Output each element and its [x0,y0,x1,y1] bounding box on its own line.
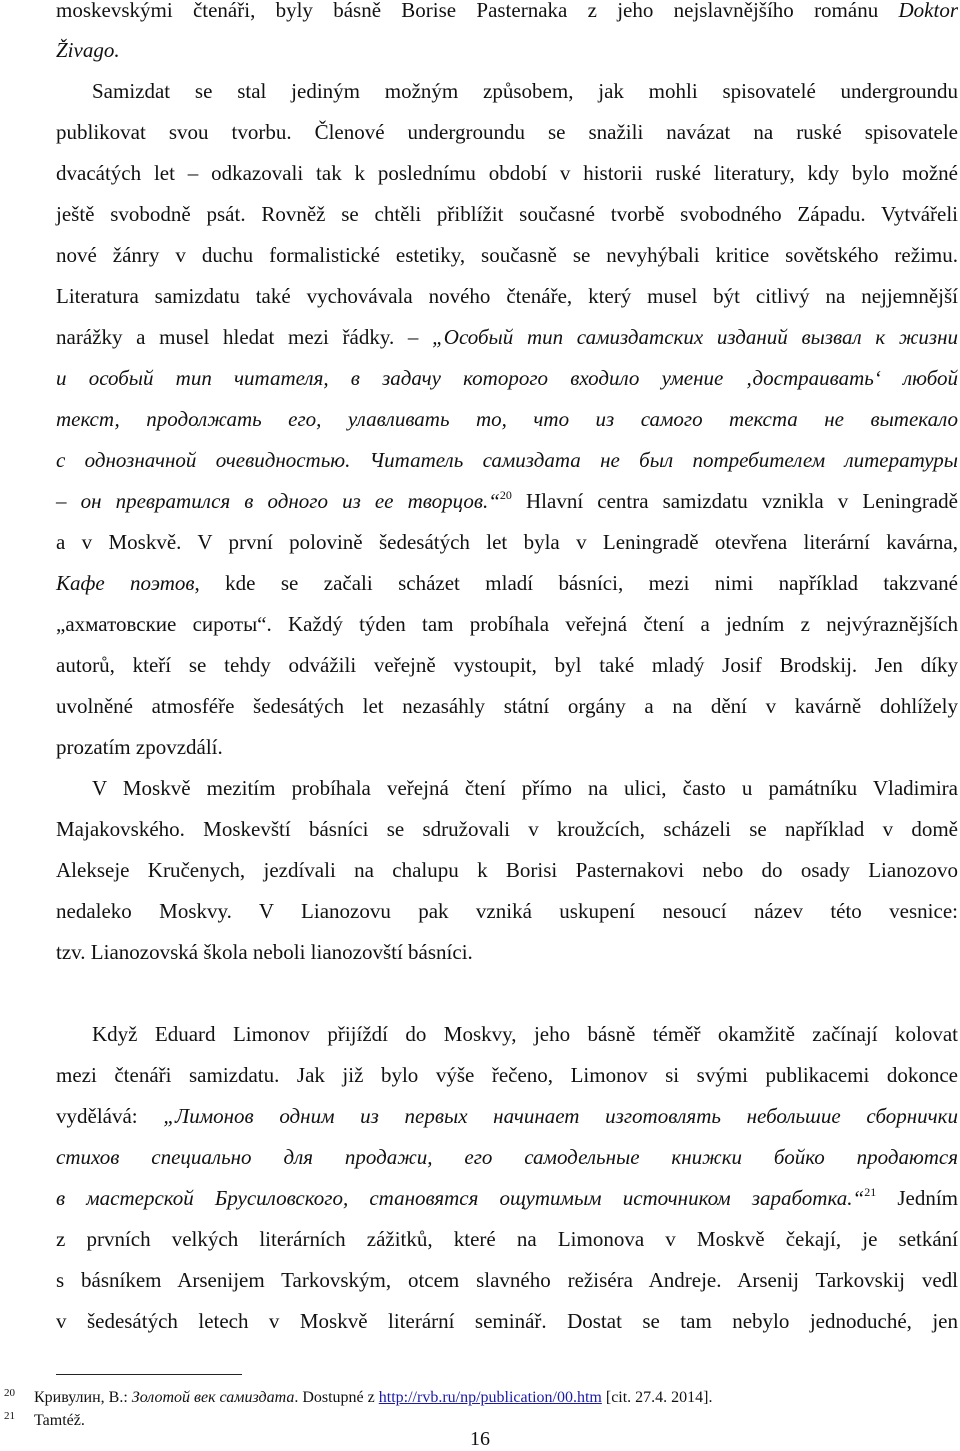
text-line: Literatura samizdatu také vychovávala nového čtenáře, který musel být citlivý na nejjemnější [56,284,958,308]
text-line: uvolněné atmosféře šedesátých let nezasáhly státní orgány a na dění v kavárně dohlížely [56,694,958,718]
text-line: Živago. [56,38,120,62]
text-line: V Moskvě mezitím probíhala veřejná čtení přímo na ulici, často u památníku Vladimira [92,776,958,800]
text-line: moskevskými čtenáři, byly básně Borise Pasternaka z jeho nejslavnějšího románu Doktor [56,0,958,22]
text-line: z prvních velkých literárních zážitků, které na Limonova v Moskvě čekají, je setkání [56,1227,958,1251]
text-line: narážky a musel hledat mezi řádky. – „Особый тип самиздатских изданий вызвал к жизни [56,325,959,349]
text-line: – он превратился в одного из ее творцов.“$^{20}$ Hlavní centra samizdatu vznikla v Leningradě [56,488,958,513]
text-line: Když Eduard Limonov přijíždí do Moskvy, jeho básně téměř okamžitě začínají kolovat [92,1022,958,1046]
footnote-divider [56,1374,242,1375]
footnote-link[interactable]: http://rvb.ru/np/publication/00.htm [378,1389,602,1406]
text-line: autorů, kteří se tehdy odvážili veřejně vystoupit, byl také mladý Josif Brodskij. Jen díky [56,653,958,677]
footnote-20: 20 Кривулин, В.: Золотой век самиздата. Dostupné z http://rvb.ru/np/publication/00.htm [cit. 27.4. 2014]. [4,1383,713,1408]
footnote-number: 20 [4,1387,15,1399]
page-number: 16 [470,1428,490,1450]
text-line: nové žánry v duchu formalistické estetiky, současně se nevyhýbali kritice sovětského režimu. [56,243,958,267]
text-line: Majakovského. Moskevští básníci se sdružovali v kroužcích, scházeli se například v domě [56,817,958,841]
text-line: vydělává: „Лимонов одним из первых начинает изготовлять небольшие сборнички [56,1104,958,1128]
text-line: mezi čtenáři samizdatu. Jak již bylo výše řečeno, Limonov si svými publikacemi dokonce [56,1063,958,1087]
footnote-number: 21 [4,1410,15,1422]
text-line: Samizdat se stal jediným možným způsobem, jak mohli spisovatelé undergroundu [92,79,958,103]
text-line: s básníkem Arsenijem Tarkovským, otcem slavného režiséra Andreje. Arsenij Tarkovskij vedl [56,1268,958,1292]
text-line: ještě svobodně psát. Rovněž se chtěli přiblížit současné tvorbě svobodného Západu. Vytvářeli [56,202,958,226]
text-line: с однозначной очевидностью. Читатель самиздата не был потребителем литературы [56,448,958,472]
text-line: и особый тип читателя, в задачу которого входило умение ‚достраивать‘ любой [56,366,958,390]
text-line: Alekseje Kručenych, jezdívali na chalupu k Borisi Pasternakovi nebo do osady Lianozovo [56,858,958,882]
footnote-ref[interactable]: 21 [864,1185,877,1199]
text-line: prozatím zpovzdálí. [56,735,223,759]
text-line: dvacátých let – odkazovali tak k poslednímu období v historii ruské literatury, kdy bylo možné [56,161,958,185]
text-line: tzv. Lianozovská škola neboli lianozovští básníci. [56,940,473,964]
text-line: „ахматовские сироты“. Každý týden tam probíhala veřejná čtení a jedním z nejvýraznějších [56,612,958,636]
footnote-21: 21 Tamtéž. [4,1406,85,1431]
text-line: a v Moskvě. V první polovině šedesátých let byla v Leningradě otevřena literární kavárna, [56,530,958,554]
text-line: текст, продолжать его, улавливать то, что из самого текста не вытекало [56,407,958,431]
text-line: в мастерской Брусиловского, становятся ощутимым источником заработка.“$^{21}$ Jedním [56,1185,958,1210]
text-line: v šedesátých letech v Moskvě literární seminář. Dostat se tam nebylo jednoduché, jen [56,1309,958,1333]
text-line: Кафе поэтов, kde se začali scházet mladí básníci, mezi nimi například takzvané [56,571,958,595]
text-line: стихов специально для продажи, его самодельные книжки бойко продаются [56,1145,958,1169]
text-line: nedaleko Moskvy. V Lianozovu pak vzniká uskupení nesoucí název této vesnice: [56,899,958,923]
text-line: publikovat svou tvorbu. Členové undergroundu se snažili navázat na ruské spisovatele [56,120,958,144]
footnote-ref[interactable]: 20 [499,488,512,502]
